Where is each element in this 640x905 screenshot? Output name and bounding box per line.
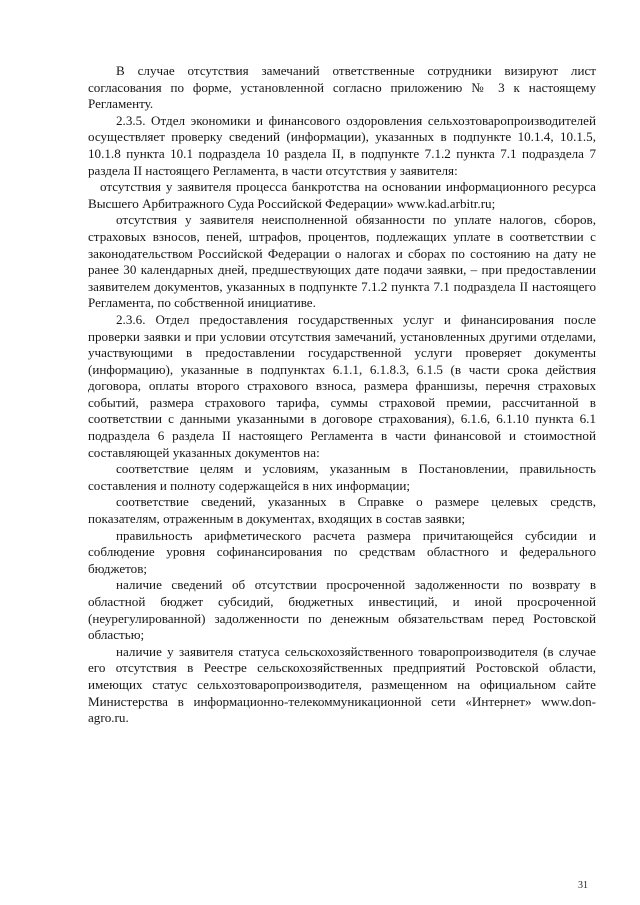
paragraph-overdue-debt: наличие сведений об отсутствии просроченной задолженности по возврату в областной бюджет субсидий, бюджетных инвестиций, и иной просроченной (неурегулированной) задолженности по денежным обязательствам перед Ростовской областью; xyxy=(88,577,596,643)
page-number: 31 xyxy=(578,880,588,891)
paragraph-tax-debt-absence: отсутствия у заявителя неисполненной обязанности по уплате налогов, сборов, страховых взносов, пеней, штрафов, процентов, подлежащих уплате в соответствии с законодательством Российской Федерации о налогах и сборах по состоянию на дату не ранее 30 календарных дней, предшествующих дате подачи заявки, – при предоставлении заявителем документов, указанных в подпункте 7.1.2 пункта 7.1 подраздела II настоящего Регламента, по собственной инициативе. xyxy=(88,212,596,311)
paragraph-bankruptcy-absence: отсутствия у заявителя процесса банкротства на основании информационного ресурса Высшего Арбитражного Суда Российской Федерации» www.kad.arbitr.ru; xyxy=(88,179,596,211)
paragraph-approval-sheet: В случае отсутствия замечаний ответственные сотрудники визируют лист согласования по форме, установленной согласно приложению № 3 к настоящему Регламенту. xyxy=(88,63,596,112)
paragraph-compliance-goals: соответствие целям и условиям, указанным в Постановлении, правильность составления и полноту содержащейся в них информации; xyxy=(88,461,596,493)
paragraph-2-3-6: 2.3.6. Отдел предоставления государственных услуг и финансирования после проверки заявки и при условии отсутствия замечаний, установленных другими отделами, участвующими в предоставлении государственной услуги проверяет документы (информацию), указанные в подпунктах 6.1.1, 6.1.8.3, 6.1.5 (в части срока действия договора, оплаты второго страхового взноса, размера франшизы, перечня страховых событий, размера страхового тарифа, суммы страховой премии, рассчитанной в соответствии с данными указанными в договоре страхования), 6.1.6, 6.1.10 пункта 6.1 подраздела 6 раздела II настоящего Регламента в части финансовой и стоимостной составляющей указанных документов на: xyxy=(88,311,596,460)
paragraph-arithmetic-check: правильность арифметического расчета размера причитающейся субсидии и соблюдение уровня софинансирования по средствам областного и федерального бюджетов; xyxy=(88,527,596,576)
paragraph-2-3-5: 2.3.5. Отдел экономики и финансового оздоровления сельхозтоваропроизводителей осуществляет проверку сведений (информации), указанных в подпункте 10.1.4, 10.1.5, 10.1.8 пункта 10.1 подраздела 10 раздела II, в подпункте 7.1.2 пункта 7.1 подраздела 7 раздела II настоящего Регламента, в части отсутствия у заявителя: xyxy=(88,112,596,178)
document-body xyxy=(88,63,596,727)
paragraph-producer-status: наличие у заявителя статуса сельскохозяйственного товаропроизводителя (в случае его отсутствия в Реестре сельскохозяйственных предприятий Ростовской области, имеющих статус сельхозтоваропроизводителя, размещенном на официальном сайте Министерства в информационно-телекоммуникационной сети «Интернет» www.don-agro.ru. xyxy=(88,643,596,726)
paragraph-certificate-consistency: соответствие сведений, указанных в Справке о размере целевых средств, показателям, отраженным в документах, входящих в состав заявки; xyxy=(88,494,596,527)
